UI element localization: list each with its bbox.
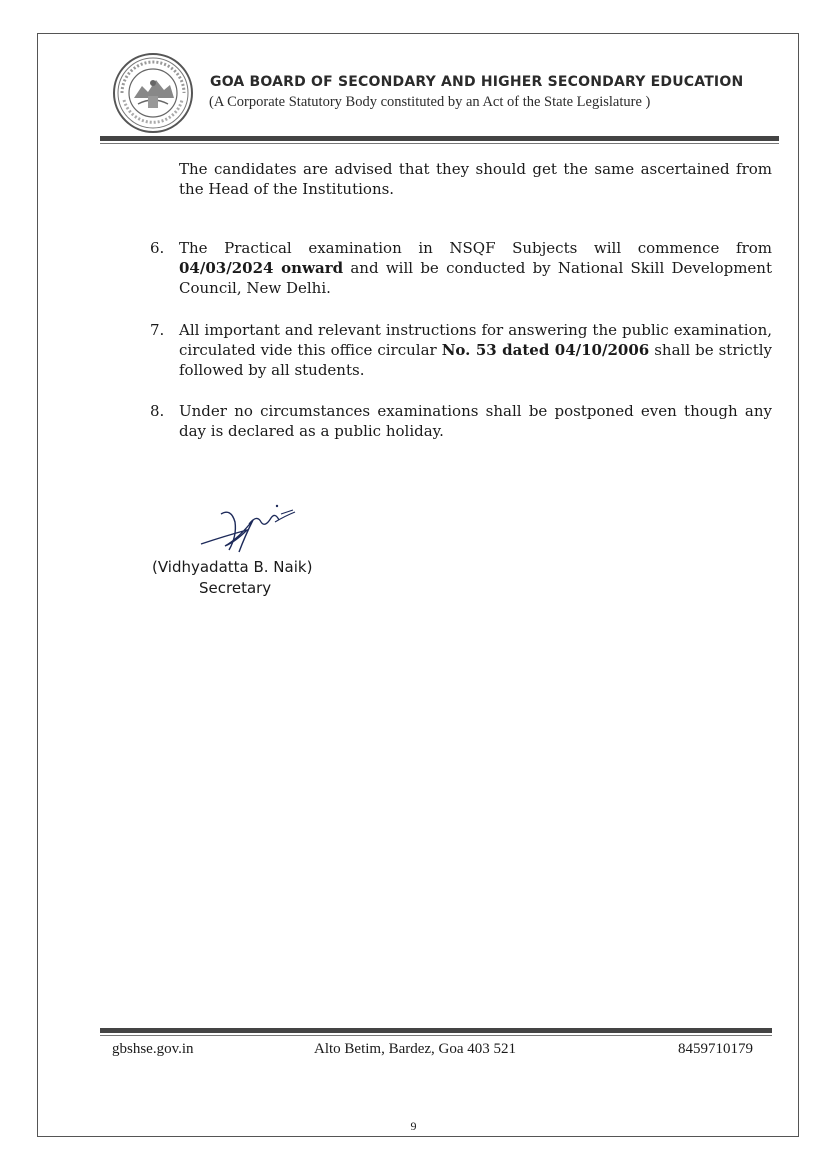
list-item (150, 401, 772, 441)
list-item-number: 6. (150, 239, 165, 257)
list-item (150, 238, 772, 298)
board-seal-logo (112, 52, 194, 134)
page-number: 9 (410, 1119, 417, 1133)
footer-website[interactable]: gbshse.gov.in (112, 1041, 194, 1057)
footer-divider (100, 1028, 772, 1033)
footer-phone: 8459710179 (678, 1041, 753, 1057)
header-divider-thin (100, 143, 779, 144)
list-item-bold-circular: No. 53 dated 04/10/2006 (441, 341, 650, 359)
continuation-paragraph: The candidates are advised that they should get the same ascertained from the Head of the Institutions. (179, 160, 772, 198)
list-item-text-part: shall be strictly followed by all students. (179, 341, 772, 379)
signature-image (195, 500, 300, 556)
list-item-text-part: All important and relevant instructions for answering the public examination, circulated vide this office circular (179, 321, 772, 359)
list-item-number: 8. (150, 402, 165, 420)
list-item-text-part: The Practical examination in NSQF Subjects will commence from (179, 239, 772, 257)
list-item-text-part: and will be conducted by National Skill Development Council, New Delhi. (179, 259, 772, 297)
signer-title: Secretary (199, 579, 272, 597)
footer-address: Alto Betim, Bardez, Goa 403 521 (314, 1041, 517, 1057)
list-item (150, 320, 772, 380)
list-item-bold-date: 04/03/2024 onward (179, 259, 344, 277)
footer-divider-thin (100, 1035, 772, 1036)
header-divider (100, 136, 779, 141)
list-item-number: 7. (150, 321, 165, 339)
list-item-text (179, 320, 772, 380)
list-item-text (179, 238, 772, 298)
board-subtitle: (A Corporate Statutory Body constituted by an Act of the State Legislature ) (209, 94, 651, 110)
board-name: GOA BOARD OF SECONDARY AND HIGHER SECONDARY EDUCATION (210, 74, 744, 90)
list-item-text: Under no circumstances examinations shall be postponed even though any day is declared as a public holiday. (179, 402, 772, 440)
signer-name: (Vidhyadatta B. Naik) (152, 558, 313, 576)
